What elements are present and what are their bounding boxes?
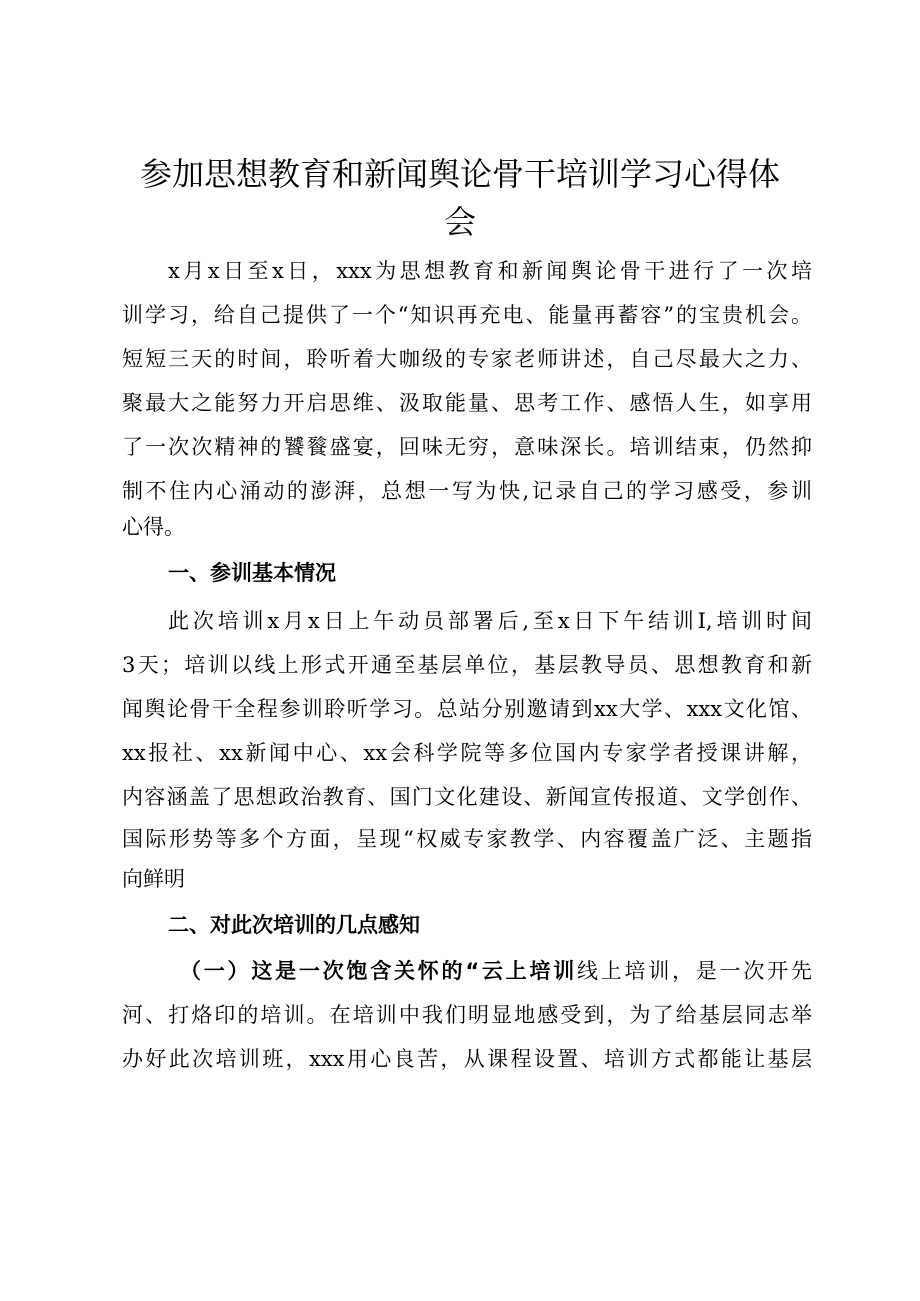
intro-line-2: 训学习，给自己提供了一个“知识再充电、能量再蓄容”的宝贵机会。 [122,303,812,327]
intro-line-7: 心得。 [122,515,185,539]
section-2-subheading-rest: 线上培训，是一次开先 [577,959,812,983]
section-1-heading: 一、参训基本情况 [168,561,336,585]
section-2-subheading-line [180,956,812,986]
section-2-line-1: 河、打烙印的培训。在培训中我们明显地感受到，为了给基层同志举 [122,1003,812,1027]
intro-line-6: 制不住内心涌动的澎湃，总想一写为快,记录自己的学习感受，参训 [122,479,812,503]
document-title-line-1: 参加思想教育和新闻舆论骨干培训学习心得体 [139,155,780,193]
section-1-line-7: 向鲜明 [122,867,185,891]
section-1-line-1: 此次培训x月x日上午动员部署后,至x日下午结训I,培训时间 [168,609,812,633]
section-1-line-5: 内容涵盖了思想政治教育、国门文化建设、新闻宣传报道、文学创作、 [122,785,812,809]
section-1-line-3: 闻舆论骨干全程参训聆听学习。总站分别邀请到xx大学、xxx文化馆、 [122,697,812,721]
section-1-line-2: 3天；培训以线上形式开通至基层单位，基层教导员、思想教育和新 [122,653,812,677]
section-1-line-4: xx报社、xx新闻中心、xx会科学院等多位国内专家学者授课讲解， [122,741,812,765]
section-2-line-2: 办好此次培训班，xxx用心良苦，从课程设置、培训方式都能让基层 [122,1047,812,1071]
section-2-subheading-bold: （一）这是一次饱含关怀的“云上培训 [180,959,577,983]
document-title-line-2: 会 [443,203,476,241]
section-1-line-6: 国际形势等多个方面，呈现“权威专家教学、内容覆盖广泛、主题指 [122,827,812,851]
intro-line-3: 短短三天的时间，聆听着大咖级的专家老师讲述，自己尽最大之力、 [122,347,812,371]
section-2-heading: 二、对此次培训的几点感知 [168,913,420,937]
intro-line-1: x月x日至x日，xxx为思想教育和新闻舆论骨干进行了一次培 [168,259,812,283]
intro-line-4: 聚最大之能努力开启思维、汲取能量、思考工作、感悟人生，如享用 [122,391,812,415]
intro-line-5: 了一次次精神的饕餮盛宴，回味无穷，意味深长。培训结束，仍然抑 [122,435,812,459]
